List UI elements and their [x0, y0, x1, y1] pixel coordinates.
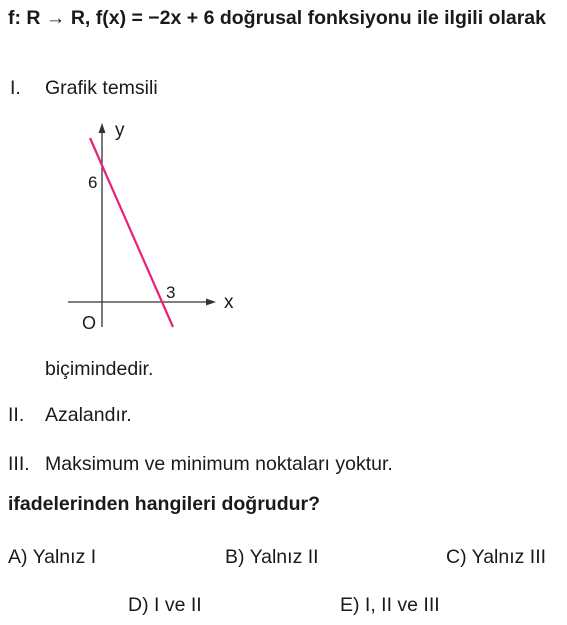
option-c[interactable]: C) Yalnız III — [446, 546, 547, 568]
statement-numeral-2: II. — [8, 404, 25, 426]
y-axis-arrow-icon — [99, 123, 106, 133]
option-a[interactable]: A) Yalnız I — [8, 546, 97, 568]
statement-numeral-1: I. — [10, 77, 21, 99]
y-axis-label: y — [115, 120, 125, 141]
question-prompt: ifadelerinden hangileri doğrudur? — [8, 493, 321, 515]
graph-caption: biçimindedir. — [45, 358, 154, 380]
y-intercept-label: 6 — [88, 173, 98, 192]
statement-text-3: Maksimum ve minimum noktaları yoktur. — [45, 453, 393, 475]
x-axis-label: x — [224, 292, 234, 313]
function-graph — [60, 115, 250, 335]
origin-label: O — [82, 313, 97, 333]
question-stem: f: R → R, f(x) = −2x + 6 doğrusal fonksiyonu ile ilgili olarak — [8, 7, 547, 29]
option-d[interactable]: D) I ve II — [128, 594, 202, 616]
option-e[interactable]: E) I, II ve III — [340, 594, 440, 616]
x-axis-arrow-icon — [206, 299, 216, 306]
option-b[interactable]: B) Yalnız II — [225, 546, 319, 568]
statement-text-1: Grafik temsili — [45, 77, 158, 99]
statement-numeral-3: III. — [8, 453, 30, 475]
statement-text-2: Azalandır. — [45, 404, 132, 426]
x-intercept-label: 3 — [166, 283, 176, 302]
